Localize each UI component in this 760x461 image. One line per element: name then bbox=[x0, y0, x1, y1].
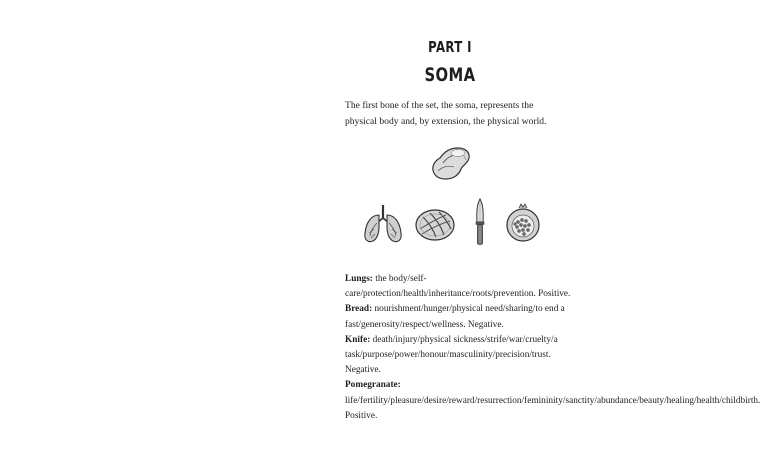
glossary bbox=[345, 272, 760, 424]
intro-paragraph: The first bone of the set, the soma, represents the physical body and, by extension, the physical world. bbox=[345, 100, 547, 127]
glossary-term: Pomegranate: bbox=[345, 380, 401, 391]
lungs-icon bbox=[361, 203, 405, 245]
glossary-meaning: the body/self-care/protection/health/inheritance/roots/prevention. Positive. bbox=[345, 274, 571, 300]
glossary-term: Knife: bbox=[345, 334, 371, 345]
glossary-entry-knife bbox=[345, 333, 575, 379]
glossary-meaning: life/fertility/pleasure/desire/reward/resurrection/femininity/sanctity/abundance/beauty/healing/health/childbirth. Positive. bbox=[345, 395, 760, 421]
glossary-entry-bread bbox=[345, 302, 575, 332]
bread-icon bbox=[414, 207, 456, 243]
glossary-entry-lungs bbox=[345, 272, 575, 302]
glossary-term: Bread: bbox=[345, 304, 373, 315]
glossary-meaning: death/injury/physical sickness/strife/war/cruelty/a task/purpose/power/honour/masculinity/precision/trust. Negative. bbox=[345, 334, 558, 376]
glossary-entry-pomegranate bbox=[345, 378, 760, 424]
pomegranate-icon bbox=[503, 204, 543, 242]
knife-icon bbox=[474, 198, 486, 246]
glossary-meaning: nourishment/hunger/physical need/sharing/to end a fast/generosity/respect/wellness. Negative. bbox=[345, 304, 565, 330]
left-page bbox=[0, 0, 300, 461]
part-label: PART I bbox=[428, 38, 472, 56]
bone-icon bbox=[428, 143, 472, 183]
glossary-term: Lungs: bbox=[345, 274, 373, 284]
part-title: SOMA bbox=[424, 64, 476, 86]
